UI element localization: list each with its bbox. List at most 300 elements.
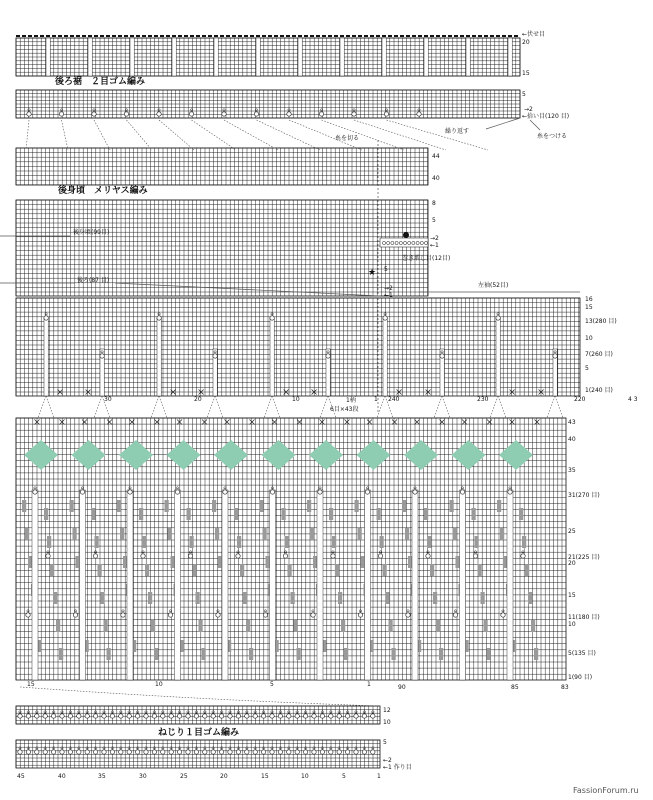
shaded-stitch [355,500,359,512]
stitch-number: 10 [292,396,300,403]
twist-stitch-o [127,750,131,754]
decrease-mark [297,420,302,425]
twist-stitch-twist [264,610,267,612]
twist-stitch [175,487,179,494]
twist-stitch-o [263,613,267,617]
shaded-stitch [202,648,206,660]
decrease-mark [487,420,492,425]
twist-stitch [223,487,227,494]
twist-stitch-o [329,714,333,718]
twist-stitch [236,551,240,558]
row-number: →2 [430,235,439,242]
rib-purl-col [130,38,134,76]
twist-stitch-o [169,714,173,718]
shaded-stitch [332,536,336,548]
motif-diamond [262,440,296,470]
shaded-stitch [424,508,428,520]
twist-stitch-twist [125,109,128,111]
twist-stitch-o [278,714,282,718]
arrow-2-label: →2 [524,106,533,113]
twist-stitch-o [337,714,341,718]
twist-stitch-twist [47,551,50,553]
pattern-size-label: 6目×43段 [330,406,359,413]
twist-stitch-o [228,714,232,718]
twist-stitch [352,109,356,116]
shaded-stitch [405,528,409,540]
stitch-number: 85 [511,684,519,691]
twist-stitch-o [406,613,410,617]
twist-stitch-twist [474,551,477,553]
shaded-stitch [282,508,286,520]
twist-stitch-o [93,554,97,558]
motif-diamond [499,440,533,470]
twist-stitch [33,487,37,494]
motif-diamond [119,440,153,470]
shaded-stitch [139,508,143,520]
twist-stitch-o [161,750,165,754]
shaded-stitch [335,564,339,576]
row-number: ←2 [383,757,392,764]
shaded-stitch [154,648,158,660]
cut-yarn-label: 糸を切る [335,135,360,142]
shaded-stitch [199,620,203,632]
stitch-number: 10 [301,773,309,780]
row-number: 12 [383,707,391,714]
decrease-column [32,490,38,680]
shaded-stitch [310,528,314,540]
shaded-stitch [47,536,51,548]
twist-stitch-o [283,554,287,558]
twist-stitch-o [223,490,227,494]
shaded-stitch [291,592,295,604]
twist-stitch-o [26,613,30,617]
row-number: 10 [383,719,391,726]
watermark: FassionForum.ru [573,786,639,795]
decrease-column [127,490,133,680]
row-number: ←1 [430,242,439,249]
twist-stitch-o [270,316,274,320]
connector-dotted [207,396,223,418]
attach-yarn-label: 糸をつける [537,133,568,140]
shaded-stitch [344,648,348,660]
twist-stitch-o [312,750,316,754]
row-number: 5 [383,739,387,746]
stitch-number: 5 [270,681,274,688]
twist-stitch-o [102,750,106,754]
twist-stitch-o [127,714,131,718]
twist-stitch-o [236,714,240,718]
row-number: ←1 [384,292,393,299]
cast-on-loop [399,241,402,244]
twist-stitch-o [77,714,81,718]
shaded-stitch [123,556,127,568]
twist-stitch-o [186,714,190,718]
row-number: 40 [432,175,440,182]
twist-stitch-o [278,750,282,754]
row-number: 44 [432,153,440,160]
row-number: 15 [568,592,576,599]
twist-stitch-twist [237,551,240,553]
decrease-mark [107,420,112,425]
decrease-column [270,318,274,396]
twist-stitch-o [326,354,330,358]
twist-stitch [216,610,220,617]
twist-stitch-twist [74,610,77,612]
twist-stitch-o [203,750,207,754]
connector-dotted [547,396,563,418]
shaded-stitch [117,500,121,512]
twist-stitch-o [152,750,156,754]
pick-up-label: ←拾い目(120 目) [522,113,570,120]
stitch-number: 83 [561,684,569,691]
connector-dotted [159,120,194,150]
shaded-stitch [212,500,216,512]
stitch-number: 45 [17,773,25,780]
twist-stitch-o [33,490,37,494]
twist-stitch-o [303,750,307,754]
shaded-stitch [472,508,476,520]
twist-stitch-o [219,714,223,718]
rib-purl-col [214,38,218,76]
motif-diamond [72,440,106,470]
twist-stitch [496,313,500,320]
twist-stitch [283,551,287,558]
decrease-mark [462,420,467,425]
repeat-label: 繰り返す [445,128,470,135]
row-number: 15 [522,70,530,77]
twist-stitch-o [337,750,341,754]
shaded-stitch [358,528,362,540]
stitch-number: 240 [388,396,400,403]
twist-stitch-o [100,354,104,358]
row-number: 25 [568,528,576,535]
twist-stitch [365,487,369,494]
twist-stitch-o [460,490,464,494]
twist-stitch [311,610,315,617]
twist-stitch-o [46,554,50,558]
shaded-stitch [193,564,197,576]
twist-stitch-twist [81,487,84,489]
twist-stitch [331,551,335,558]
twist-stitch-o [320,750,324,754]
motif-diamond [452,440,486,470]
decrease-column [80,490,86,680]
shaded-stitch [76,556,80,568]
connector-dotted [62,120,69,150]
shaded-stitch [294,620,298,632]
row-number: 5 [522,91,526,98]
stitch-number: 40 [58,773,66,780]
twist-stitch-o [18,750,22,754]
stitch-number: 1 [367,681,371,688]
shaded-stitch [297,648,301,660]
shaded-stitch [525,564,529,576]
twist-stitch-twist [28,109,31,111]
stitch-number: 20 [220,773,228,780]
row-number: ←1 作り目 [383,764,412,771]
decrease-column [270,490,276,680]
shaded-stitch [98,564,102,576]
shaded-stitch [453,528,457,540]
shaded-stitch [338,592,342,604]
decrease-column [365,490,371,680]
shaded-stitch [25,528,29,540]
shaded-stitch [519,508,523,520]
twist-stitch-twist [129,487,132,489]
twist-stitch [59,109,63,116]
twist-stitch-o [371,714,375,718]
row-number: 5 [384,266,388,273]
twist-stitch-twist [189,551,192,553]
rib-purl-col [508,38,512,76]
left-sleeve-label: 左袖(52目) [478,282,509,289]
twist-stitch-twist [284,551,287,553]
shaded-stitch [386,592,390,604]
connector-dotted [257,120,321,150]
twist-stitch [73,610,77,617]
twist-stitch-o [318,490,322,494]
twist-stitch-o [213,354,217,358]
shaded-stitch [196,592,200,604]
twist-stitch-o [426,554,430,558]
bind-off-label: ←伏せ目 [522,31,546,38]
twist-stitch [270,487,274,494]
twist-stitch-o [211,714,215,718]
twist-stitch-o [319,112,323,116]
stitch-number: 30 [139,773,147,780]
twist-stitch-twist [509,487,512,489]
decrease-column [44,318,48,396]
twist-stitch-o [345,714,349,718]
twist-stitch-o [161,714,165,718]
twist-stitch-o [261,714,265,718]
twist-stitch-twist [384,313,387,315]
twist-stitch-o [68,750,72,754]
twist-stitch-o [553,354,557,358]
twist-stitch [128,487,132,494]
twist-stitch-o [245,750,249,754]
shaded-stitch [389,620,393,632]
twist-stitch-o [135,714,139,718]
connector-dotted [26,120,29,150]
twist-stitch-twist [217,610,220,612]
motif-diamond [404,440,438,470]
stitch-number: 90 [398,684,406,691]
twist-stitch-o [501,613,505,617]
decrease-column [317,490,323,680]
shaded-stitch [383,564,387,576]
decrease-column [383,318,387,396]
twist-stitch-o [175,490,179,494]
shaded-stitch [481,592,485,604]
twist-stitch [26,610,30,617]
twist-stitch-o [60,714,64,718]
twist-stitch [222,109,226,116]
twist-stitch [319,109,323,116]
twist-stitch-o [521,554,525,558]
rib-purl-col [88,38,92,76]
row-number: 7(260 目) [585,351,613,358]
twist-stitch-o [413,490,417,494]
row-number: 21(225 目) [568,554,600,561]
row-number: 10 [585,335,593,342]
twist-stitch-o [194,750,198,754]
twist-stitch-o [345,750,349,754]
back-87-label: 後ろ(87 目) [77,277,110,284]
twist-stitch [157,313,161,320]
shaded-stitch [171,556,175,568]
decrease-mark [202,420,207,425]
twist-stitch-o [119,714,123,718]
shaded-stitch [145,564,149,576]
shaded-stitch [107,648,111,660]
twist-stitch-o [378,554,382,558]
twist-stitch-o [203,714,207,718]
decrease-mark [177,420,182,425]
connector-dotted [127,120,153,150]
twist-stitch-o [287,112,291,116]
twist-stitch-o [440,354,444,358]
shaded-stitch [408,556,412,568]
shaded-stitch [148,592,152,604]
twist-stitch [121,610,125,617]
connector-dotted [264,396,280,418]
rib-purl-col [466,38,470,76]
row-number: 40 [568,436,576,443]
shaded-stitch [427,536,431,548]
shaded-stitch [497,500,501,512]
shaded-stitch [484,620,488,632]
twist-stitch [521,551,525,558]
twist-stitch-o [85,750,89,754]
twist-stitch-o [186,750,190,754]
guide-line [530,120,540,130]
decrease-column [222,490,228,680]
shaded-stitch [215,528,219,540]
guide-line [486,118,520,129]
row-number: 20 [522,39,530,46]
rib-purl-col [256,38,260,76]
rib-purl-col [340,38,344,76]
twist-stitch-o [261,750,265,754]
shaded-stitch [260,500,264,512]
decrease-mark [392,420,397,425]
twist-stitch-o [295,750,299,754]
twist-stitch [80,487,84,494]
twist-stitch-o [362,714,366,718]
cast-on-loop [395,241,398,244]
twist-stitch-twist [366,487,369,489]
twist-stitch [124,109,128,116]
twist-stitch-o [331,554,335,558]
shaded-stitch [534,648,538,660]
connector-dotted [20,687,380,706]
twist-stitch-o [27,112,31,116]
shaded-stitch [190,536,194,548]
twist-stitch-o [124,112,128,116]
cast-on-loop [420,241,423,244]
shaded-stitch [436,620,440,632]
twist-stitch-o [121,613,125,617]
cast-on-loop [403,241,406,244]
twist-stitch-twist [45,313,48,315]
shaded-stitch [500,528,504,540]
shaded-stitch [266,556,270,568]
row-number: 5 [585,365,589,372]
shaded-stitch [307,500,311,512]
decrease-mark [82,420,87,425]
twist-stitch-o [194,714,198,718]
guide-lines [0,118,580,706]
shaded-stitch [263,528,267,540]
shaded-stitch [53,592,57,604]
shaded-stitch [285,536,289,548]
stitch-number: 220 [574,396,586,403]
shaded-stitch [240,564,244,576]
twist-stitch-twist [34,487,37,489]
twist-stitch-o [177,750,181,754]
twist-stitch-o [128,490,132,494]
cast-on-loop [416,241,419,244]
shaded-stitch [70,500,74,512]
shaded-stitch [44,508,48,520]
shaded-stitch [531,620,535,632]
twist-stitch-o [110,750,114,754]
row-number: 31(270 目) [568,492,600,499]
twist-stitch-o [270,750,274,754]
row-number: 20 [568,560,576,567]
shaded-stitch [246,620,250,632]
twist-stitch-o [270,714,274,718]
twist-stitch-o [365,490,369,494]
twist-stitch-o [222,112,226,116]
shaded-stitch [341,620,345,632]
shaded-stitch [120,528,124,540]
twist-stitch-o [362,750,366,754]
row-number: 1(90 目) [568,674,593,681]
connector-dotted [490,396,506,418]
twist-stitch-o [473,554,477,558]
shaded-stitch [101,592,105,604]
row-number: 8 [432,200,436,207]
shaded-stitch [487,648,491,660]
twist-stitch [460,487,464,494]
decrease-column [157,318,161,396]
row-number: 13(280 目) [585,318,617,325]
twist-stitch-o [358,613,362,617]
decrease-column [507,490,513,680]
marker-dot [403,232,409,238]
connector-dotted [94,120,110,150]
twist-stitch-o [287,714,291,718]
twist-stitch-twist [271,487,274,489]
row-number: 43 [568,419,576,426]
rib-purl-col [298,38,302,76]
twist-stitch [254,109,258,116]
connector-dotted [151,396,167,418]
stitch-number: 1 [374,396,378,403]
shaded-stitch [95,536,99,548]
twist-stitch-o [26,714,30,718]
shaded-stitch [104,620,108,632]
twist-stitch-twist [122,610,125,612]
shaded-stitch [329,508,333,520]
twist-stitch-o [211,750,215,754]
twist-stitch-o [496,316,500,320]
rib-purl-col [46,38,50,76]
decrease-mark [320,420,325,425]
stitch-number: 10 [155,681,163,688]
